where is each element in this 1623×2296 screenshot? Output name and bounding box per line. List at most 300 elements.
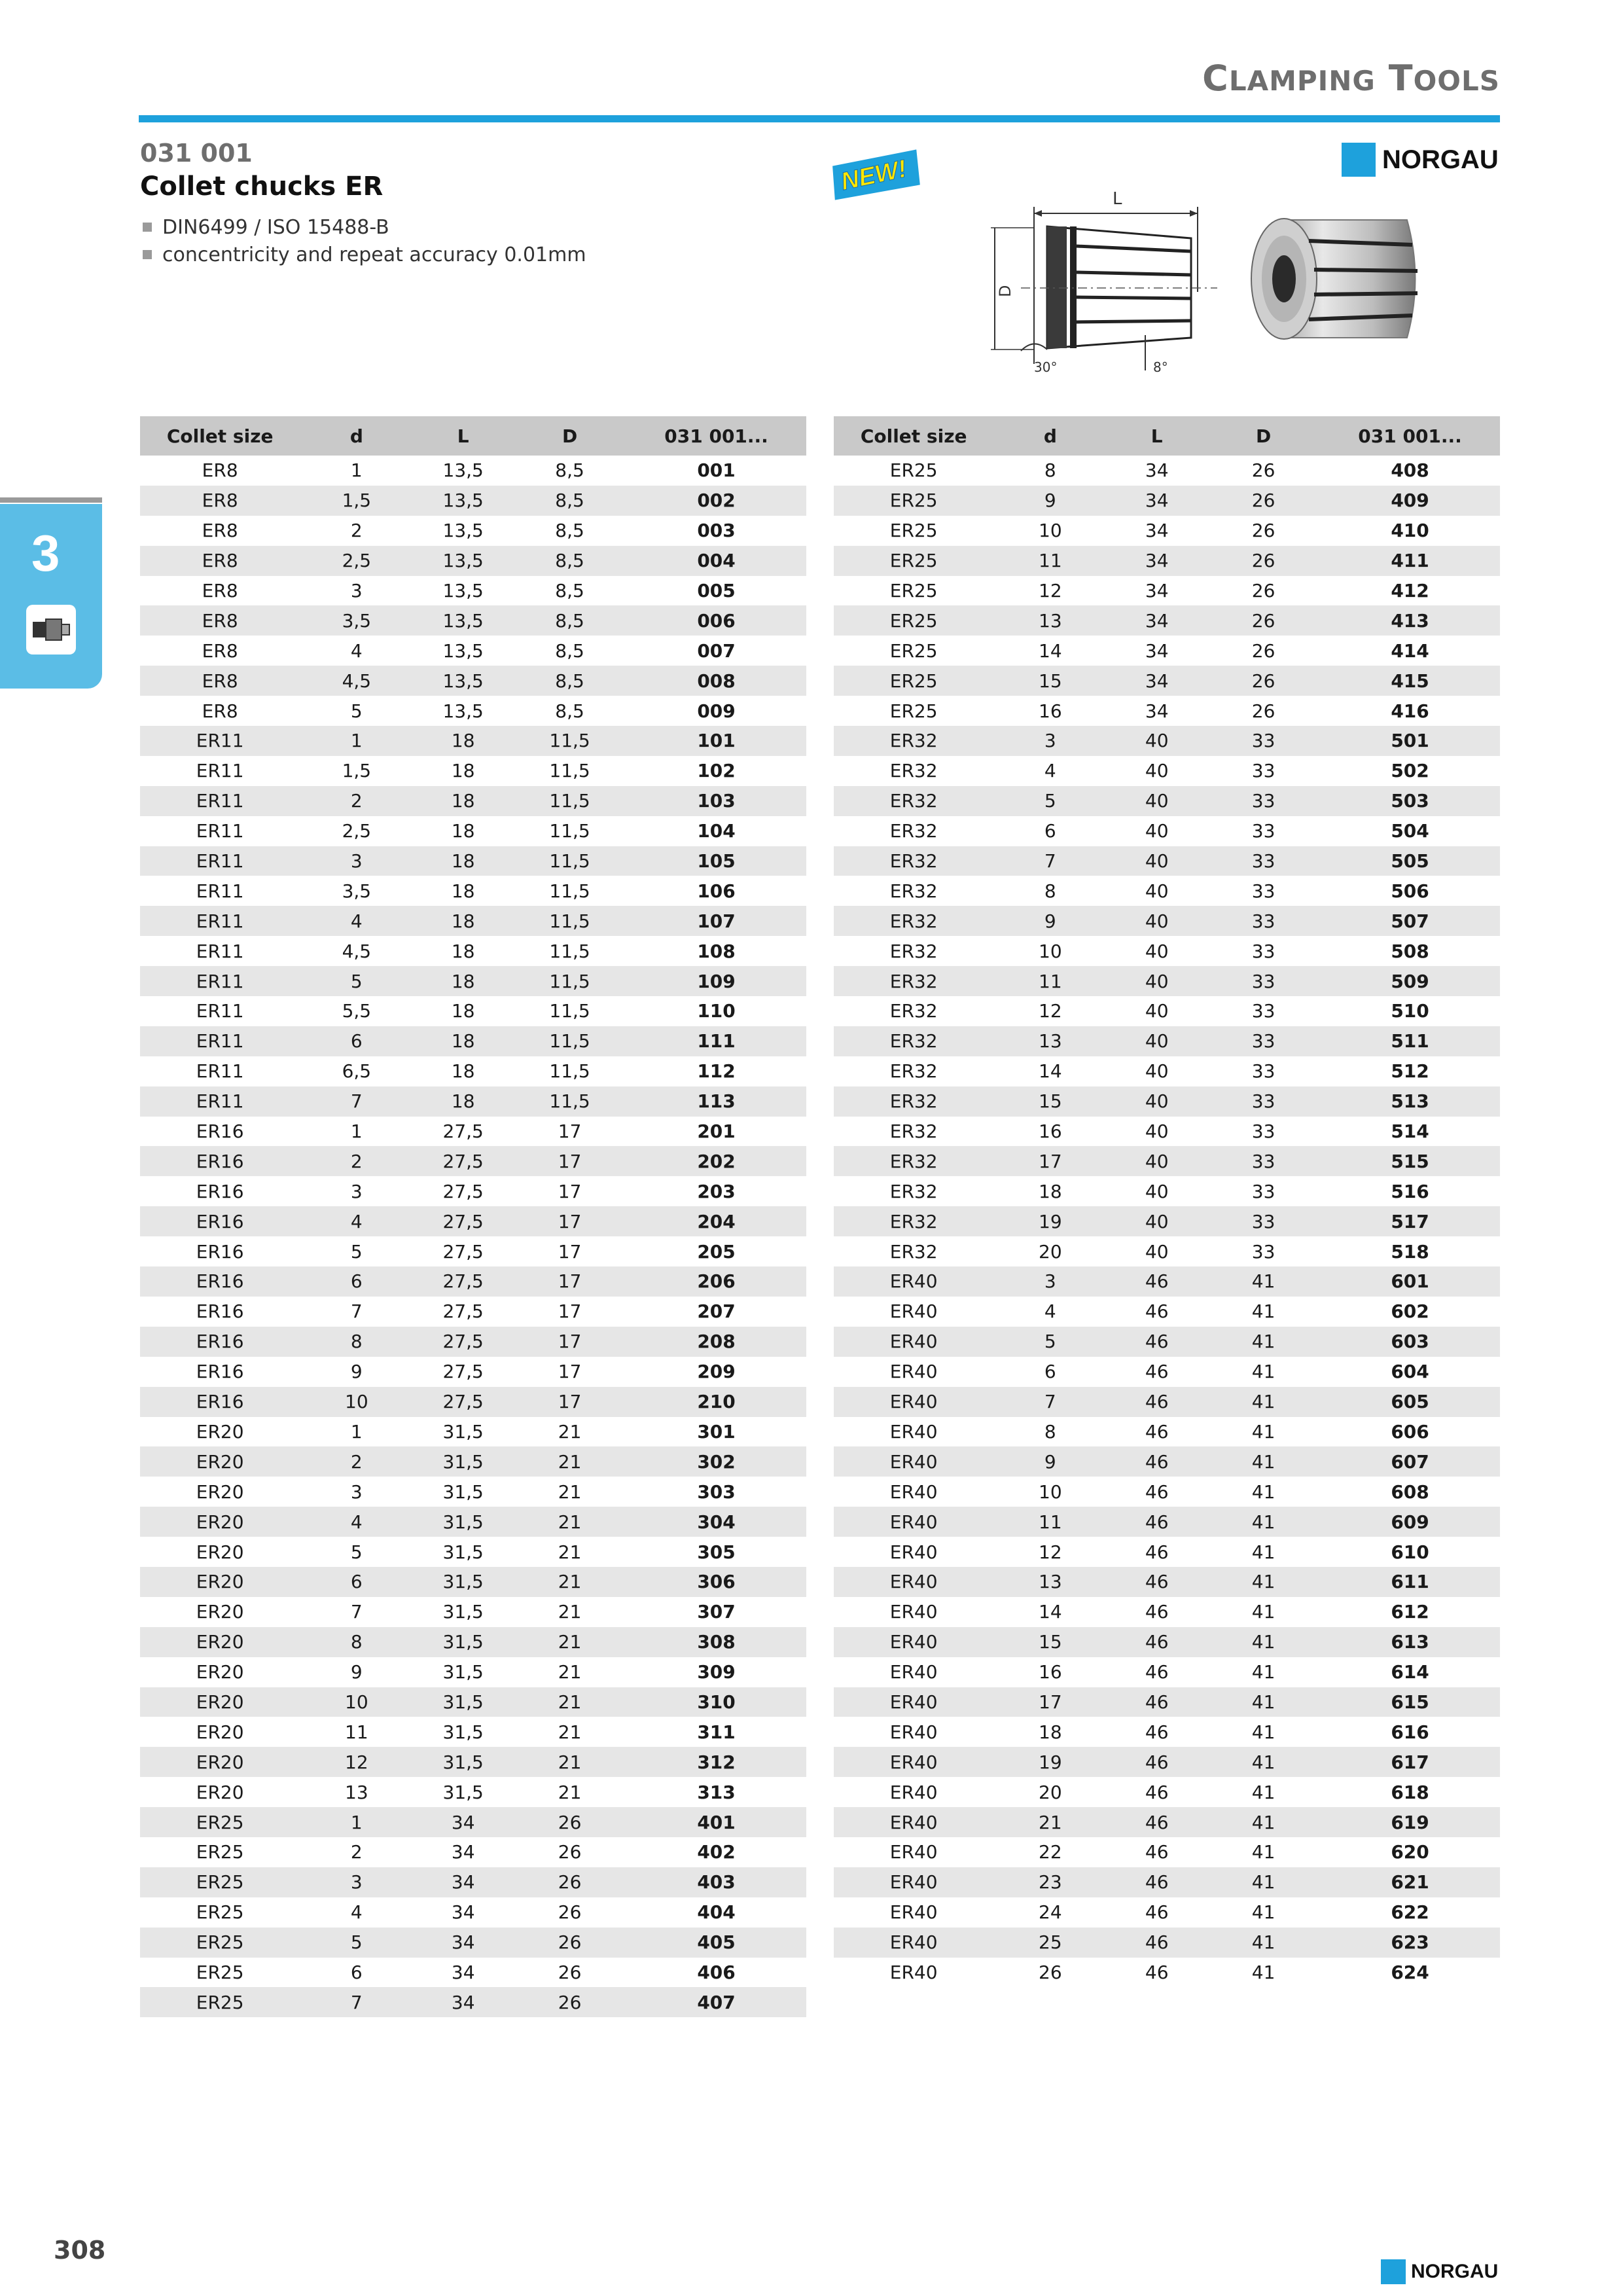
cell-d: 7: [350, 1601, 363, 1623]
cell-L: 13,5: [413, 605, 513, 636]
table-body-right: [834, 456, 1500, 1987]
cell-article-code: 305: [697, 1541, 736, 1563]
table-row: [140, 1807, 806, 1837]
cell-collet-size: ER8: [140, 486, 300, 516]
table-row: [834, 1687, 1500, 1717]
cell-d: 2: [350, 520, 363, 542]
cell-L: 31,5: [413, 1627, 513, 1657]
cell-article-code: 603: [1320, 1327, 1500, 1357]
cell-D: 8,5: [513, 546, 626, 576]
table-row: [140, 636, 806, 666]
table-row: [140, 456, 806, 486]
cell-d: 4: [350, 1901, 363, 1924]
cell-d: 13: [993, 1567, 1107, 1597]
cell-collet-size: ER32: [889, 1180, 938, 1202]
table-row: [834, 516, 1500, 546]
cell-d: 6,5: [342, 1060, 372, 1083]
cell-d: 1,5: [300, 486, 413, 516]
table-row: [834, 1026, 1500, 1056]
cell-d: 17: [993, 1687, 1107, 1717]
col-header-collet-size: Collet size: [834, 416, 993, 456]
table-row: [834, 605, 1500, 636]
cell-L: 40: [1145, 1240, 1169, 1263]
section-title-cap-1: C: [1202, 58, 1229, 99]
cell-collet-size: ER40: [834, 1567, 993, 1597]
cell-L: 27,5: [442, 1361, 484, 1383]
table-row: [140, 1837, 806, 1867]
cell-D: 41: [1251, 1961, 1275, 1983]
collet-table-left: [140, 416, 806, 2017]
cell-D: 41: [1207, 1867, 1320, 1897]
cell-d: 6: [350, 1961, 363, 1983]
table-row: [834, 1777, 1500, 1807]
table-row: [140, 1687, 806, 1717]
cell-L: 31,5: [442, 1661, 484, 1683]
cell-collet-size: ER32: [834, 726, 993, 756]
cell-d: 11: [993, 546, 1107, 576]
cell-collet-size: ER32: [834, 966, 993, 996]
cell-d: 11: [993, 1507, 1107, 1537]
cell-D: 33: [1207, 906, 1320, 936]
cell-L: 46: [1107, 1266, 1207, 1297]
cell-collet-size: ER25: [834, 666, 993, 696]
cell-D: 26: [513, 1807, 626, 1837]
feature-list: [143, 213, 586, 268]
cell-L: 40: [1107, 1146, 1207, 1176]
cell-L: 34: [413, 1987, 513, 2017]
cell-D: 41: [1251, 1541, 1275, 1563]
table-row: [834, 1928, 1500, 1958]
cell-D: 33: [1251, 760, 1275, 782]
cell-D: 41: [1207, 1387, 1320, 1417]
cell-D: 41: [1207, 1928, 1320, 1958]
cell-collet-size: ER25: [834, 605, 993, 636]
table-row: [140, 1507, 806, 1537]
table-row: [834, 1266, 1500, 1297]
cell-D: 11,5: [513, 726, 626, 756]
cell-article-code: 306: [626, 1567, 806, 1597]
cell-L: 13,5: [442, 520, 484, 542]
cell-D: 26: [1251, 700, 1275, 722]
cell-collet-size: ER25: [834, 486, 993, 516]
cell-L: 40: [1145, 940, 1169, 962]
cell-L: 31,5: [413, 1507, 513, 1537]
cell-collet-size: ER8: [140, 546, 300, 576]
cell-L: 27,5: [442, 1300, 484, 1323]
cell-L: 18: [451, 760, 475, 782]
cell-collet-size: ER11: [140, 846, 300, 876]
cell-d: 12: [300, 1747, 413, 1777]
cell-article-code: 512: [1391, 1060, 1429, 1083]
cell-collet-size: ER25: [140, 1987, 300, 2017]
cell-D: 33: [1251, 1121, 1275, 1143]
cell-D: 21: [513, 1627, 626, 1657]
cell-L: 18: [451, 880, 475, 902]
section-title: [1202, 58, 1500, 99]
cell-collet-size: ER32: [889, 820, 938, 842]
cell-D: 8,5: [555, 580, 584, 601]
cell-collet-size: ER20: [140, 1567, 300, 1597]
collet-product-image: [1243, 207, 1427, 351]
cell-collet-size: ER25: [140, 1807, 300, 1837]
cell-D: 17: [513, 1146, 626, 1176]
table-row: [140, 906, 806, 936]
table-row: [140, 486, 806, 516]
cell-L: 34: [1145, 700, 1169, 722]
table-row: [140, 1236, 806, 1266]
cell-D: 41: [1207, 1446, 1320, 1477]
cell-collet-size: ER11: [140, 1026, 300, 1056]
table-row: [140, 1146, 806, 1176]
cell-article-code: 503: [1320, 786, 1500, 816]
cell-article-code: 410: [1391, 520, 1429, 542]
cell-article-code: 412: [1391, 580, 1429, 601]
cell-article-code: 606: [1391, 1420, 1429, 1443]
cell-D: 33: [1207, 846, 1320, 876]
cell-d: 4: [300, 906, 413, 936]
cell-collet-size: ER16: [196, 1180, 244, 1202]
cell-D: 41: [1207, 1627, 1320, 1657]
cell-D: 41: [1251, 1601, 1275, 1623]
cell-collet-size: ER11: [140, 906, 300, 936]
table-row: [140, 936, 806, 966]
cell-article-code: 510: [1391, 1000, 1429, 1022]
table-row: [834, 1807, 1500, 1837]
cell-collet-size: ER25: [834, 546, 993, 576]
table-row: [834, 1357, 1500, 1387]
cell-D: 21: [558, 1420, 582, 1443]
table-row: [834, 1958, 1500, 1988]
cell-L: 13,5: [442, 700, 484, 722]
table-row: [140, 1477, 806, 1507]
cell-d: 21: [993, 1807, 1107, 1837]
cell-collet-size: ER25: [140, 1928, 300, 1958]
cell-article-code: 201: [697, 1121, 736, 1143]
cell-collet-size: ER40: [889, 1361, 938, 1383]
cell-d: 14: [1039, 1060, 1062, 1083]
cell-collet-size: ER8: [140, 605, 300, 636]
cell-collet-size: ER8: [202, 520, 238, 542]
cell-article-code: 502: [1391, 760, 1429, 782]
cell-collet-size: ER20: [140, 1747, 300, 1777]
cell-D: 33: [1207, 1146, 1320, 1176]
cell-L: 31,5: [413, 1567, 513, 1597]
cell-d: 1: [300, 726, 413, 756]
header-rule: [139, 115, 1500, 122]
cell-L: 46: [1107, 1387, 1207, 1417]
collet-technical-drawing: [982, 181, 1230, 384]
cell-article-code: 623: [1320, 1928, 1500, 1958]
table-row: [140, 1297, 806, 1327]
table-row: [834, 1507, 1500, 1537]
cell-L: 46: [1107, 1446, 1207, 1477]
cell-collet-size: ER32: [834, 1026, 993, 1056]
cell-article-code: 608: [1391, 1480, 1429, 1503]
chapter-side-tab[interactable]: [0, 504, 102, 689]
cell-collet-size: ER40: [834, 1687, 993, 1717]
cell-d: 20: [1039, 1240, 1062, 1263]
cell-article-code: 210: [626, 1387, 806, 1417]
bullet-icon: [143, 223, 152, 232]
cell-d: 14: [1039, 1601, 1062, 1623]
cell-article-code: 303: [697, 1480, 736, 1503]
cell-collet-size: ER16: [140, 1266, 300, 1297]
cell-article-code: 601: [1320, 1266, 1500, 1297]
table-row: [140, 1987, 806, 2017]
cell-D: 11,5: [549, 880, 590, 902]
cell-D: 26: [513, 1987, 626, 2017]
col-header-D: D: [1207, 416, 1320, 456]
table-row: [140, 726, 806, 756]
cell-L: 34: [413, 1928, 513, 1958]
drawing-label-D: D: [996, 285, 1014, 297]
cell-d: 16: [1039, 700, 1062, 722]
cell-article-code: 514: [1391, 1121, 1429, 1143]
cell-article-code: 517: [1320, 1206, 1500, 1236]
cell-D: 17: [513, 1206, 626, 1236]
cell-article-code: 003: [697, 520, 736, 542]
cell-d: 1,5: [342, 760, 372, 782]
cell-d: 11: [993, 966, 1107, 996]
cell-article-code: 615: [1320, 1687, 1500, 1717]
cell-L: 40: [1107, 1026, 1207, 1056]
section-title-rest-1: LAMPING: [1228, 65, 1376, 97]
cell-L: 18: [413, 966, 513, 996]
cell-D: 11,5: [513, 786, 626, 816]
cell-d: 16: [1039, 1661, 1062, 1683]
cell-article-code: 307: [697, 1601, 736, 1623]
table-row: [140, 1417, 806, 1447]
cell-D: 17: [513, 1387, 626, 1417]
cell-D: 26: [1207, 546, 1320, 576]
cell-collet-size: ER8: [202, 700, 238, 722]
table-row: [140, 1056, 806, 1086]
cell-d: 3: [350, 580, 363, 601]
cell-D: 41: [1207, 1687, 1320, 1717]
cell-d: 12: [1039, 580, 1062, 601]
table-row: [834, 1146, 1500, 1176]
cell-L: 46: [1107, 1507, 1207, 1537]
cell-D: 11,5: [513, 906, 626, 936]
cell-D: 17: [558, 1121, 582, 1143]
table-row: [140, 605, 806, 636]
cell-L: 34: [1107, 605, 1207, 636]
col-header-L: L: [413, 416, 513, 456]
cell-L: 46: [1145, 1480, 1169, 1503]
cell-L: 46: [1145, 1661, 1169, 1683]
cell-collet-size: ER16: [140, 1387, 300, 1417]
cell-D: 21: [513, 1747, 626, 1777]
cell-L: 18: [413, 1026, 513, 1056]
table-row: [834, 936, 1500, 966]
table-row: [140, 1327, 806, 1357]
cell-d: 9: [350, 1661, 363, 1683]
cell-d: 3: [350, 1180, 363, 1202]
cell-d: 19: [993, 1206, 1107, 1236]
cell-d: 20: [1039, 1781, 1062, 1803]
cell-article-code: 624: [1391, 1961, 1429, 1983]
cell-collet-size: ER25: [889, 639, 938, 662]
cell-article-code: 007: [697, 639, 736, 662]
cell-D: 26: [558, 1901, 582, 1924]
cell-D: 17: [513, 1266, 626, 1297]
cell-D: 17: [513, 1327, 626, 1357]
table-row: [834, 546, 1500, 576]
cell-d: 13: [345, 1781, 368, 1803]
table-row: [140, 1446, 806, 1477]
cell-collet-size: ER40: [834, 1747, 993, 1777]
cell-d: 2: [350, 1841, 363, 1863]
cell-D: 17: [558, 1180, 582, 1202]
cell-D: 41: [1251, 1721, 1275, 1743]
cell-collet-size: ER20: [196, 1781, 244, 1803]
cell-L: 46: [1145, 1961, 1169, 1983]
table-row: [834, 1597, 1500, 1627]
cell-d: 3,5: [300, 605, 413, 636]
table-row: [834, 1897, 1500, 1928]
cell-L: 46: [1107, 1807, 1207, 1837]
cell-D: 33: [1251, 1240, 1275, 1263]
cell-collet-size: ER32: [834, 846, 993, 876]
table-row: [834, 1206, 1500, 1236]
cell-D: 11,5: [513, 846, 626, 876]
cell-L: 31,5: [442, 1420, 484, 1443]
page-number: 308: [54, 2236, 106, 2265]
cell-article-code: 104: [697, 820, 736, 842]
cell-collet-size: ER40: [889, 1841, 938, 1863]
cell-L: 18: [413, 906, 513, 936]
cell-D: 26: [558, 1961, 582, 1983]
cell-collet-size: ER40: [834, 1266, 993, 1297]
cell-d: 25: [993, 1928, 1107, 1958]
cell-collet-size: ER40: [834, 1387, 993, 1417]
col-header-article: 031 001...: [1320, 416, 1500, 456]
table-row: [834, 1176, 1500, 1206]
cell-d: 7: [993, 1387, 1107, 1417]
table-row: [834, 1117, 1500, 1147]
cell-article-code: 604: [1391, 1361, 1429, 1383]
cell-L: 40: [1145, 1000, 1169, 1022]
table-row: [140, 1717, 806, 1747]
table-row: [834, 906, 1500, 936]
cell-D: 11,5: [549, 820, 590, 842]
table-row: [834, 1627, 1500, 1657]
cell-D: 11,5: [549, 1060, 590, 1083]
cell-D: 8,5: [555, 520, 584, 542]
bullet-icon: [143, 250, 152, 259]
cell-L: 46: [1145, 1541, 1169, 1563]
cell-collet-size: ER40: [889, 1721, 938, 1743]
cell-d: 10: [1039, 940, 1062, 962]
norgau-logo-footer: [1381, 2259, 1498, 2284]
cell-D: 21: [513, 1446, 626, 1477]
cell-d: 2: [300, 1446, 413, 1477]
cell-article-code: 501: [1320, 726, 1500, 756]
cell-article-code: 610: [1391, 1541, 1429, 1563]
cell-collet-size: ER40: [834, 1507, 993, 1537]
col-header-D: D: [513, 416, 626, 456]
cell-D: 26: [1251, 520, 1275, 542]
drawing-label-L: L: [1113, 189, 1122, 209]
cell-collet-size: ER20: [196, 1661, 244, 1683]
table-row: [834, 786, 1500, 816]
cell-collet-size: ER8: [202, 459, 238, 482]
table-row: [140, 1086, 806, 1117]
table-row: [140, 696, 806, 726]
cell-collet-size: ER16: [196, 1361, 244, 1383]
cell-D: 11,5: [513, 1086, 626, 1117]
feature-text: concentricity and repeat accuracy 0.01mm: [162, 243, 586, 266]
table-row: [140, 1897, 806, 1928]
cell-L: 46: [1145, 1781, 1169, 1803]
cell-L: 18: [413, 726, 513, 756]
cell-article-code: 310: [626, 1687, 806, 1717]
cell-d: 5: [350, 1240, 363, 1263]
cell-article-code: 409: [1320, 486, 1500, 516]
cell-article-code: 506: [1391, 880, 1429, 902]
cell-L: 46: [1107, 1747, 1207, 1777]
cell-collet-size: ER40: [834, 1627, 993, 1657]
section-title-cap-2: T: [1388, 58, 1414, 99]
cell-d: 2,5: [300, 546, 413, 576]
cell-collet-size: ER20: [196, 1541, 244, 1563]
cell-d: 2,5: [342, 820, 372, 842]
cell-collet-size: ER40: [889, 1601, 938, 1623]
cell-collet-size: ER25: [196, 1841, 244, 1863]
table-row: [834, 1236, 1500, 1266]
table-row: [834, 1747, 1500, 1777]
cell-D: 33: [1207, 966, 1320, 996]
cell-article-code: 614: [1391, 1661, 1429, 1683]
cell-d: 8: [1044, 459, 1056, 482]
cell-d: 6: [1044, 1361, 1056, 1383]
cell-collet-size: ER40: [889, 1901, 938, 1924]
cell-collet-size: ER40: [834, 1446, 993, 1477]
cell-L: 27,5: [413, 1327, 513, 1357]
cell-collet-size: ER8: [202, 580, 238, 601]
table-row: [834, 996, 1500, 1026]
cell-collet-size: ER40: [834, 1928, 993, 1958]
cell-L: 46: [1145, 1361, 1169, 1383]
table-row: [834, 876, 1500, 906]
table-row: [834, 456, 1500, 486]
col-header-L: L: [1107, 416, 1207, 456]
cell-article-code: 111: [626, 1026, 806, 1056]
cell-L: 40: [1145, 1180, 1169, 1202]
col-header-collet-size: Collet size: [140, 416, 300, 456]
cell-D: 41: [1207, 1507, 1320, 1537]
table-row: [140, 1627, 806, 1657]
cell-collet-size: ER40: [889, 1961, 938, 1983]
cell-article-code: 607: [1320, 1446, 1500, 1477]
cell-article-code: 107: [626, 906, 806, 936]
cell-D: 26: [1207, 486, 1320, 516]
table-row: [834, 1477, 1500, 1507]
article-number: 031 001: [140, 139, 253, 168]
cell-D: 33: [1251, 1060, 1275, 1083]
cell-d: 24: [1039, 1901, 1062, 1924]
cell-D: 41: [1251, 1661, 1275, 1683]
table-row: [140, 1387, 806, 1417]
cell-article-code: 518: [1391, 1240, 1429, 1263]
cell-collet-size: ER8: [202, 639, 238, 662]
cell-d: 5: [350, 1541, 363, 1563]
table-row: [834, 816, 1500, 846]
cell-L: 13,5: [442, 459, 484, 482]
cell-article-code: 009: [697, 700, 736, 722]
cell-article-code: 204: [626, 1206, 806, 1236]
cell-L: 13,5: [442, 639, 484, 662]
